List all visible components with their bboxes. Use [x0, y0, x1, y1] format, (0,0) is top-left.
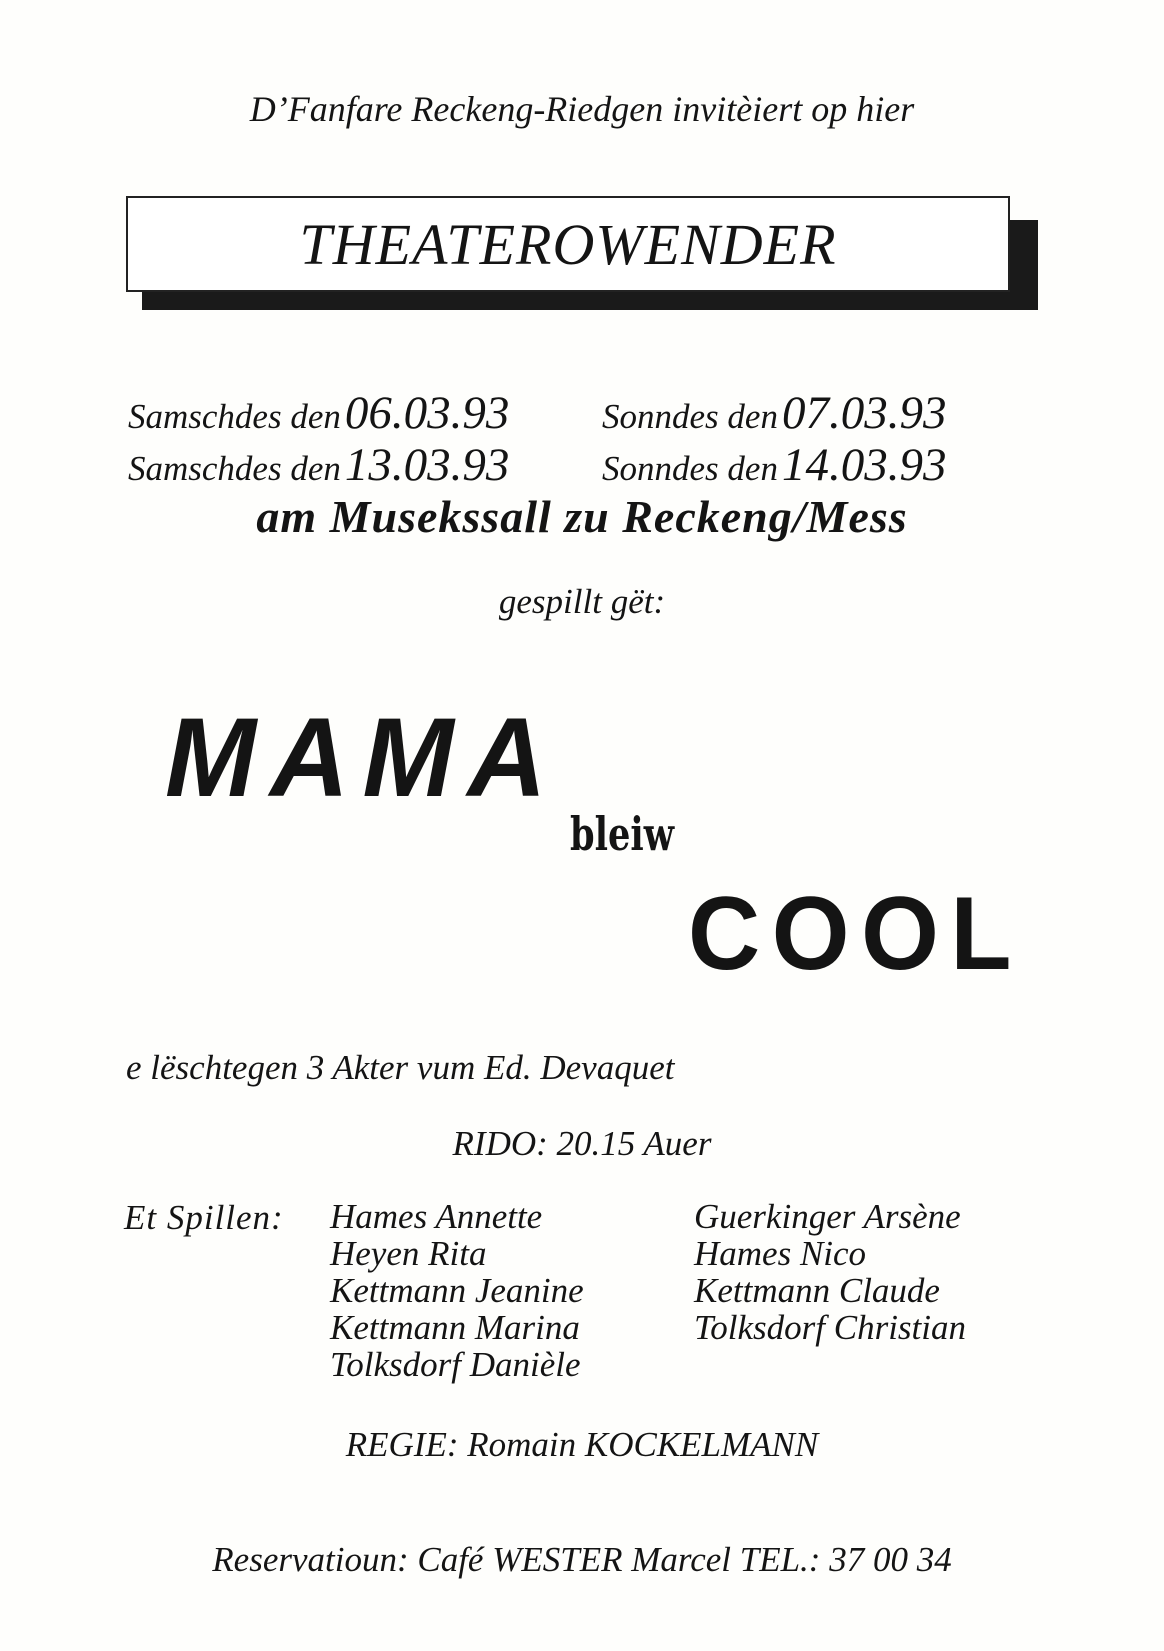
cast-member: Guerkinger Arsène — [694, 1197, 961, 1236]
cast-member: Kettmann Jeanine — [330, 1271, 584, 1310]
play-title-mama-text: MAMA — [165, 695, 560, 820]
author-line: e lëschtegen 3 Akter vum Ed. Devaquet — [126, 1048, 675, 1087]
date-entry — [602, 438, 946, 492]
cast-member: Heyen Rita — [330, 1234, 487, 1273]
cast-member: Hames Annette — [330, 1197, 543, 1236]
play-title-bleiw-text: bleiw — [570, 807, 676, 861]
date-label: Samschdes den — [128, 449, 341, 488]
cast-member: Kettmann Marina — [330, 1308, 580, 1347]
cast-member: Hames Nico — [694, 1234, 867, 1273]
venue-line: am Musekssall zu Reckeng/Mess — [256, 491, 908, 542]
reservation-line: Reservatioun: Café WESTER Marcel TEL.: 37 00 34 — [212, 1540, 952, 1579]
cast-member: Tolksdorf Christian — [694, 1308, 966, 1347]
director-line: REGIE: Romain KOCKELMANN — [345, 1425, 819, 1464]
play-title-word-cool — [688, 876, 1028, 992]
title-box — [126, 196, 1010, 292]
intro-line: D’Fanfare Reckeng-Riedgen invitèiert op hier — [249, 89, 915, 129]
cast-column-1 — [330, 1198, 584, 1383]
cast-column-2 — [694, 1198, 966, 1346]
date-value: 14.03.93 — [781, 439, 947, 491]
curtain-time: RIDO: 20.15 Auer — [452, 1124, 712, 1163]
played-line: gespillt gët: — [498, 582, 666, 621]
poster-title: THEATEROWENDER — [299, 211, 837, 277]
date-entry — [128, 438, 509, 492]
date-entry — [602, 386, 946, 440]
cast-member: Kettmann Claude — [694, 1271, 940, 1310]
date-label: Sonndes den — [602, 397, 778, 436]
play-title-cool-text: COOL — [688, 876, 1023, 992]
date-entry — [128, 386, 509, 440]
date-value: 13.03.93 — [344, 439, 510, 491]
cast-member: Tolksdorf Danièle — [330, 1345, 581, 1384]
date-label: Sonndes den — [602, 449, 778, 488]
date-value: 07.03.93 — [781, 387, 947, 439]
date-value: 06.03.93 — [344, 387, 510, 439]
date-label: Samschdes den — [128, 397, 341, 436]
play-title-word-bleiw — [568, 807, 678, 861]
play-title-word-mama — [165, 695, 575, 820]
cast-label: Et Spillen: — [124, 1198, 284, 1237]
